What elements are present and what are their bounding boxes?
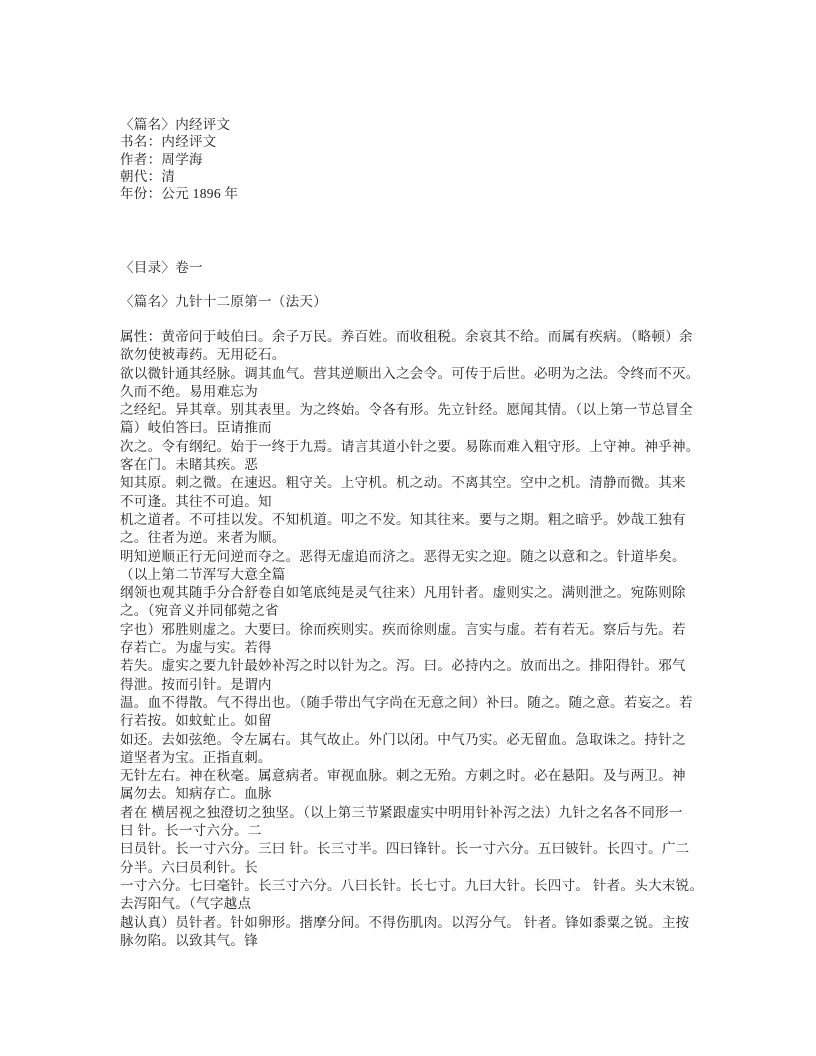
body-text-line: 越认真）员针者。针如卵形。揩摩分间。不得伤肌肉。以泻分气。 针者。锋如黍粟之锐。主按 — [120, 914, 690, 930]
body-text-line: 不可逢。其往不可追。知 — [120, 493, 272, 509]
body-text-line: 篇）岐伯答曰。臣请推而 — [120, 420, 272, 436]
dynasty-line: 朝代：清 — [120, 168, 176, 184]
title-line: 〈篇名〉内经评文 — [120, 117, 231, 132]
body-text-line: 无针左右。神在秋毫。属意病者。审视血脉。刺之无殆。方刺之时。必在悬阳。及与两卫。神 — [120, 768, 686, 784]
body-text-line: 属勿去。知病存亡。血脉 — [120, 786, 272, 802]
toc-heading: 〈目录〉卷一 — [120, 260, 203, 275]
book-name-line: 书名：内经评文 — [120, 134, 217, 150]
body-text-line: 欲以微针通其经脉。调其血气。营其逆顺出入之会令。可传于后世。必明为之法。令终而不灭。 — [120, 365, 700, 381]
body-text-line: 一寸六分。七曰毫针。长三寸六分。八曰长针。长七寸。九曰大针。长四寸。 针者。头大末锐。 — [120, 877, 704, 893]
body-text-line: 温。血不得散。气不得出也。（随手带出气字尚在无意之间）补曰。随之。随之意。若妄之。若 — [120, 694, 693, 710]
body-text-line: 明知逆顺正行无问逆而夺之。恶得无虚追而济之。恶得无实之迎。随之以意和之。针道毕矣。 — [120, 548, 686, 564]
body-text-line: 欲勿使被毒药。无用砭石。 — [120, 347, 286, 363]
body-text-line: 次之。令有纲纪。始于一终于九焉。请言其道小针之要。易陈而难入粗守形。上守神。神乎神。 — [120, 438, 700, 454]
body-text-line: 如还。去如弦绝。令左属右。其气故止。外门以闭。中气乃实。必无留血。急取诛之。持针之 — [120, 731, 686, 747]
body-text-line: 属性：黄帝问于岐伯曰。余子万民。养百姓。而收租税。余哀其不给。而属有疾病。（略顿）余 — [120, 329, 693, 344]
body-text-line: 道坚者为宝。正指直刺。 — [120, 749, 272, 765]
body-text-line: 脉勿陷。以致其气。锋 — [120, 932, 258, 948]
body-text-line: 若失。虚实之要九针最妙补泻之时以针为之。泻。曰。必持内之。放而出之。排阳得针。邪气 — [120, 658, 686, 674]
body-text-line: 者在 横居视之独澄切之独坚。（以上第三节紧跟虚实中明用针补泻之法）九针之名各不同形一 — [120, 804, 683, 820]
chapter-title: 〈篇名〉九针十二原第一（法天） — [120, 294, 327, 309]
body-text-line: 行若按。如蚊虻止。如留 — [120, 713, 272, 729]
body-text-line: 纲领也观其随手分合舒卷自如笔底纯是灵气往来）凡用针者。虚则实之。满则泄之。宛陈则除 — [120, 585, 686, 601]
chapter-body — [0, 328, 703, 950]
year-line: 年份：公元 1896 年 — [120, 186, 239, 202]
body-text-line: 曰 针。长一寸六分。二 — [120, 823, 262, 839]
body-text-line: 分半。六曰员利针。长 — [120, 859, 258, 875]
body-text-line: 久而不绝。易用难忘为 — [120, 383, 258, 399]
body-text-line: 存若亡。为虚与实。若得 — [120, 640, 272, 656]
body-text-line: 之。往者为逆。来者为顺。 — [120, 530, 286, 546]
author-line: 作者：周学海 — [120, 151, 203, 167]
body-text-line: 知其原。刺之微。在速迟。粗守关。上守机。机之动。不离其空。空中之机。清静而微。其来 — [120, 475, 686, 491]
body-text-line: 机之道者。不可挂以发。不知机道。叩之不发。知其往来。要与之期。粗之暗乎。妙哉工独有 — [120, 511, 686, 527]
body-text-line: 去泻阳气。（气字越点 — [120, 896, 252, 912]
body-text-line: 之经纪。异其章。别其表里。为之终始。令各有形。先立针经。愿闻其情。（以上第一节总冒全 — [120, 402, 693, 418]
body-text-line: 字也）邪胜则虚之。大要曰。徐而疾则实。疾而徐则虚。言实与虚。若有若无。察后与先。若 — [120, 621, 686, 637]
body-text-line: 客在门。未睹其疾。恶 — [120, 457, 258, 473]
body-text-line: （以上第二节浑写大意全篇 — [120, 566, 286, 582]
document-metadata — [0, 116, 238, 202]
body-text-line: 曰员针。长一寸六分。三曰 针。长三寸半。四曰锋针。长一寸六分。五曰铍针。长四寸。广二 — [120, 841, 690, 857]
body-text-line: 得泄。按而引针。是谓内 — [120, 676, 272, 692]
body-text-line: 之。（宛音义并同郁菀之省 — [120, 603, 279, 619]
